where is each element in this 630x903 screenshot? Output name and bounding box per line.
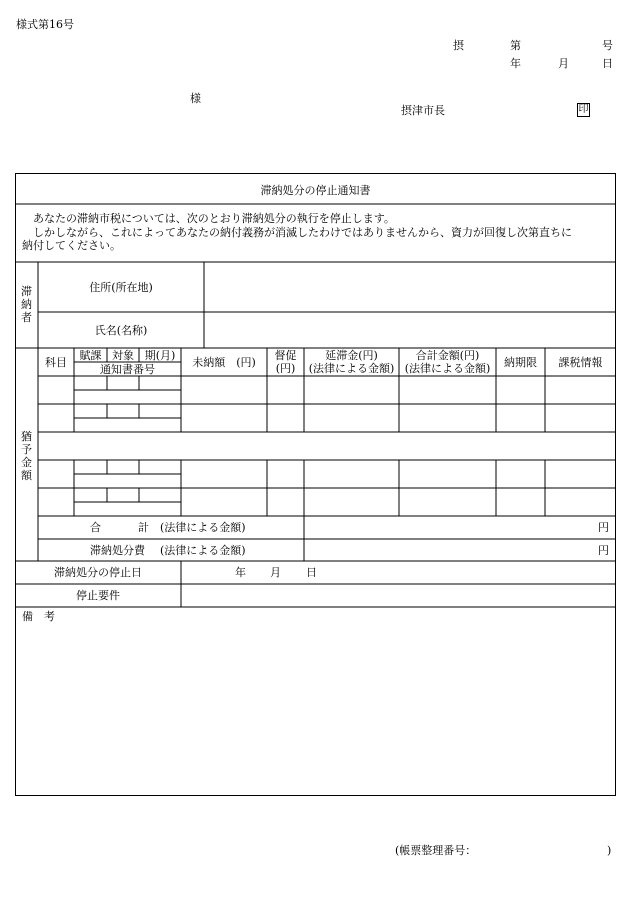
fee-label-2: (法律による金額) (160, 544, 246, 557)
ref-prefix: 摂 (453, 39, 464, 52)
sum-unit: 円 (598, 521, 609, 534)
col-due-header: 納期限 (504, 356, 537, 369)
col-year-header: 賦課 (79, 349, 102, 362)
issue-day: 日 (602, 57, 613, 70)
col-notice-no-header: 通知書番号 (100, 363, 155, 376)
stop-date-label: 滞納処分の停止日 (54, 566, 142, 579)
remarks-label: 備 考 (22, 610, 55, 623)
col-total-header-2: (法律による金額) (404, 362, 491, 375)
col-reminder-header-1: 督促 (274, 349, 297, 362)
form-number: 様式第16号 (16, 18, 74, 31)
stop-requirement-label: 停止要件 (76, 589, 120, 602)
issue-month: 月 (558, 57, 569, 70)
notice-body (22, 212, 614, 253)
notice-title: 滞納処分の停止通知書 (260, 184, 371, 197)
body-line-3: 納付してください。 (22, 239, 121, 252)
body-line-2: しかしながら、これによってあなたの納付義務が消滅したわけではありませんから、資力が回復し次第直ちに (33, 225, 572, 239)
issue-year: 年 (510, 57, 521, 70)
col-item-header: 科目 (45, 356, 67, 369)
ref-dai: 第 (510, 39, 521, 52)
col-total-header-1: 合計金額(円) (415, 349, 480, 362)
col-unpaid-header: 未納額 (円) (192, 356, 256, 369)
taxpayer-section-label: 滞納者 (21, 285, 32, 324)
ref-go: 号 (602, 39, 613, 52)
amount-section-label: 猶予金額 (21, 430, 32, 482)
stop-date-year: 年 (235, 566, 246, 579)
sum-label-1: 合 (90, 521, 101, 534)
col-delay-header-2: (法律による金額) (308, 362, 395, 375)
stop-date-month: 月 (270, 566, 281, 579)
col-target-header: 対象 (112, 349, 134, 362)
sum-label-2: 計 (138, 521, 149, 534)
address-label: 住所(所在地) (89, 281, 153, 294)
addressee-suffix: 様 (190, 92, 201, 105)
name-label: 氏名(名称) (94, 324, 148, 337)
ledger-number-label: (帳票整理番号： (395, 844, 477, 857)
ledger-number-close: ) (607, 844, 612, 857)
body-line-1: あなたの滞納市税については、次のとおり滞納処分の執行を停止します。 (33, 212, 395, 225)
stop-date-day: 日 (306, 566, 317, 579)
seal-mark: 印 (578, 104, 589, 115)
col-delay-header-1: 延滞金(円) (325, 349, 378, 362)
sum-label-3: (法律による金額) (160, 521, 246, 534)
col-taxinfo-header: 課税情報 (558, 356, 603, 369)
col-period-header: 期(月) (144, 349, 176, 362)
col-reminder-header-2: (円) (275, 362, 296, 375)
issuer-name: 摂津市長 (401, 104, 445, 117)
fee-unit: 円 (598, 544, 609, 557)
fee-label-1: 滞納処分費 (90, 544, 145, 557)
